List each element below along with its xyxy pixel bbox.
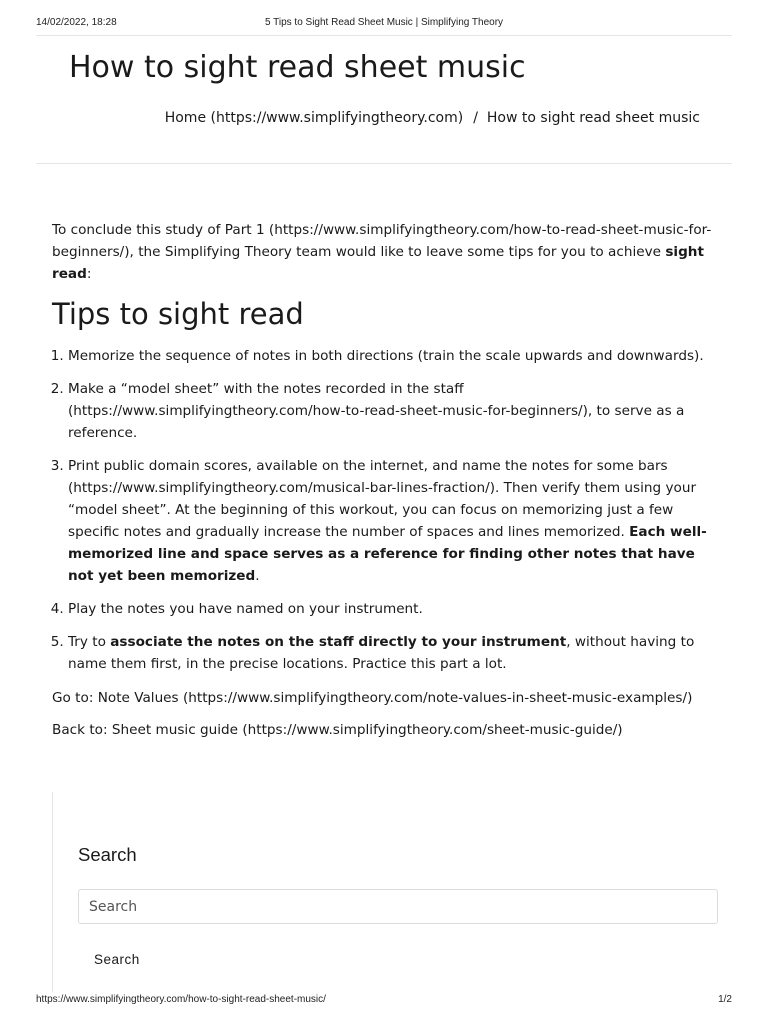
item3-end: . bbox=[255, 568, 260, 584]
item5-bold: associate the notes on the staff directly to your instrument bbox=[110, 634, 567, 650]
breadcrumb-separator: / bbox=[473, 110, 478, 126]
print-page-number: 1/2 bbox=[718, 994, 732, 1005]
article-content bbox=[52, 219, 712, 741]
list-item: 1. Memorize the sequence of notes in both directions (train the scale upwards and downwards). bbox=[68, 345, 712, 367]
print-url: https://www.simplifyingtheory.com/how-to-sight-read-sheet-music/ bbox=[36, 994, 326, 1005]
search-input[interactable] bbox=[78, 889, 718, 924]
item3-bold: Each well-memorized line and space serves as a reference for finding other notes that have not yet been memorized bbox=[68, 524, 707, 584]
title-divider bbox=[36, 163, 732, 164]
page-title: How to sight read sheet music bbox=[69, 50, 526, 85]
back-to-link[interactable]: Back to: Sheet music guide (https://www.simplifyingtheory.com/sheet-music-guide/) bbox=[52, 722, 623, 738]
item5-pre: Try to bbox=[68, 634, 111, 650]
intro-text: To conclude this study of Part 1 (https://www.simplifyingtheory.com/how-to-read-sheet-music-for-beginners/), the Simplifying Theory team would like to leave some tips for you to achieve bbox=[52, 222, 712, 260]
tips-heading: Tips to sight read bbox=[52, 297, 304, 331]
item3-text: Print public domain scores, available on the internet, and name the notes for some bars (https://www.simplifyingtheory.com/musical-bar-lines-fraction/). Then verify them using your “model sheet”. At the beginning of this workout, you can focus on memorizing just a few specific notes and gradually increase the number of spaces and lines memorized. bbox=[68, 458, 697, 540]
list-item bbox=[68, 455, 712, 587]
print-datetime: 14/02/2022, 18:28 bbox=[36, 17, 117, 28]
breadcrumb-current: How to sight read sheet music bbox=[486, 110, 700, 126]
intro-paragraph bbox=[52, 219, 712, 285]
go-to-link[interactable]: Go to: Note Values (https://www.simplifyingtheory.com/note-values-in-sheet-music-examples/) bbox=[52, 690, 693, 706]
search-widget-title: Search bbox=[78, 844, 137, 865]
list-item: 4. Play the notes you have named on your instrument. bbox=[68, 598, 712, 620]
search-widget bbox=[52, 792, 733, 992]
intro-end: : bbox=[86, 266, 92, 282]
list-item: 2. Make a “model sheet” with the notes recorded in the staff (https://www.simplifyingtheory.com/how-to-read-sheet-music-for-beginners/), to serve as a reference. bbox=[68, 378, 712, 444]
tips-list bbox=[52, 345, 712, 675]
item5-post: , without having to name them first, in the precise locations. Practice this part a lot. bbox=[68, 634, 695, 672]
search-button[interactable]: Search bbox=[94, 952, 140, 967]
intro-bold: sight read bbox=[52, 244, 704, 282]
breadcrumb bbox=[165, 110, 700, 126]
header-divider bbox=[36, 35, 732, 36]
list-item bbox=[68, 631, 712, 675]
breadcrumb-home-link[interactable]: Home (https://www.simplifyingtheory.com) bbox=[164, 110, 464, 126]
print-page-title: 5 Tips to Sight Read Sheet Music | Simplifying Theory bbox=[264, 17, 504, 28]
